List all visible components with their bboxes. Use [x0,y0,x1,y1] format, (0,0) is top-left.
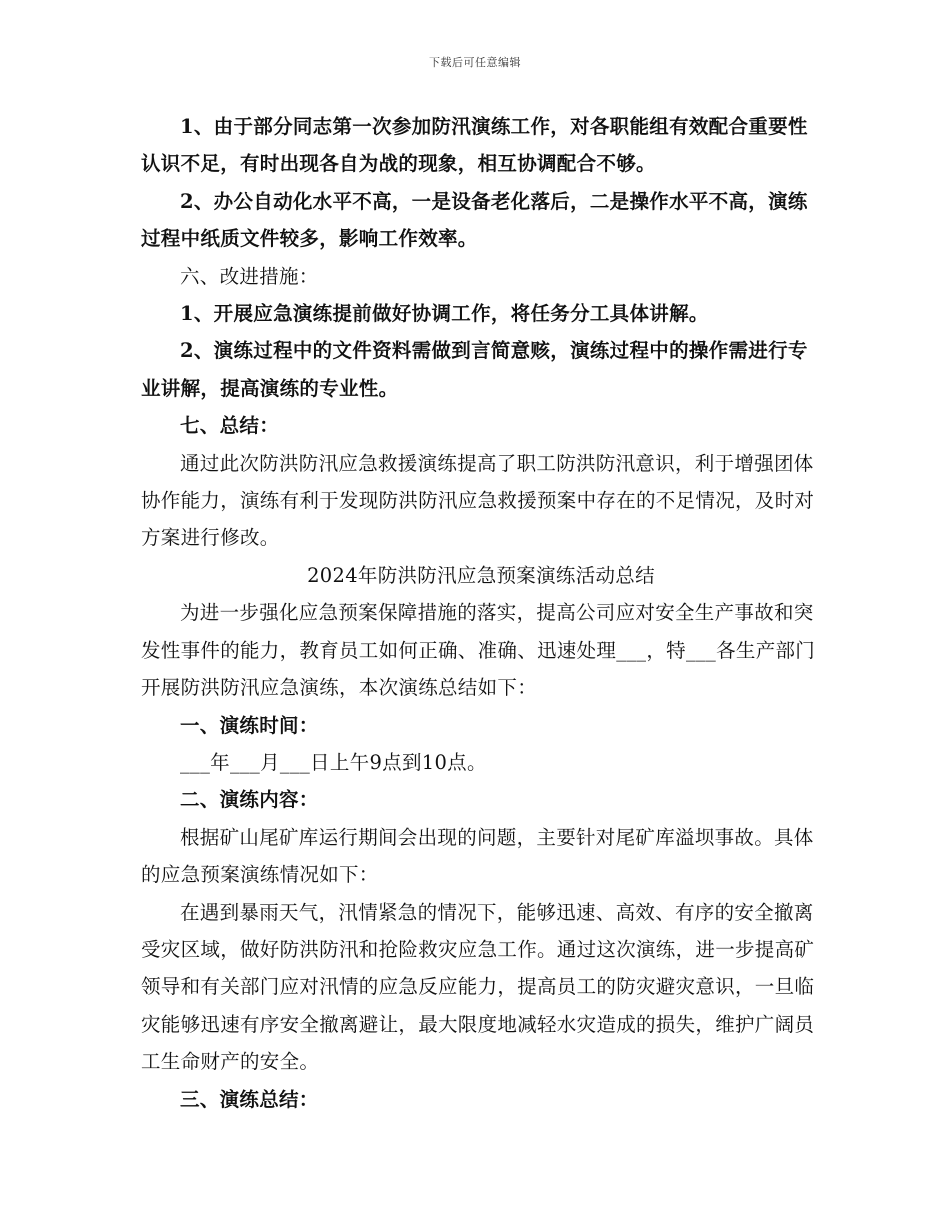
page-header: 下载后可任意编辑 [429,56,521,69]
paragraph-improvement-2: 2、演练过程中的文件资料需做到言简意赅，演练过程中的操作需进行专业讲解，提高演练的专业性。 [141,339,808,400]
paragraph-summary: 通过此次防洪防汛应急救援演练提高了职工防洪防汛意识，利于增强团体协作能力，演练有利于发现防洪防汛应急救援预案中存在的不足情况，及时对方案进行修改。 [141,451,815,550]
paragraph-intro: 为进一步强化应急预案保障措施的落实，提高公司应对安全生产事故和突发性事件的能力，教育员工如何正确、准确、迅速处理___，特___各生产部门开展防洪防汛应急演练，本次演练总结如下： [141,601,816,700]
paragraph-drill-details: 在遇到暴雨天气，汛情紧急的情况下，能够迅速、高效、有序的安全撤离受灾区域，做好防洪防汛和抢险救灾应急工作。通过这次演练，进一步提高矿领导和有关部门应对汛情的应急反应能力，提高员工的防灾避灾意识，一旦临灾能够迅速有序安全撤离避让，最大限度地减轻水灾造成的损失，维护广阔员工生命财产的安全。 [141,900,815,1074]
heading-drill-time: 一、演练时间： [180,713,319,737]
heading-drill-content: 二、演练内容： [180,788,319,812]
heading-improvements: 六、改进措施： [180,264,319,288]
paragraph-issue-1: 1、由于部分同志第一次参加防汛演练工作，对各职能组有效配合重要性认识不足，有时出现各自为战的现象，相互协调配合不够。 [141,115,808,176]
section-title: 2024年防洪防汛应急预案演练活动总结 [307,563,655,587]
paragraph-improvement-1: 1、开展应急演练提前做好协调工作，将任务分工具体讲解。 [180,302,709,326]
document-body [141,108,821,1118]
paragraph-drill-content: 根据矿山尾矿库运行期间会出现的问题，主要针对尾矿库溢坝事故。具体的应急预案演练情况如下： [141,825,814,887]
heading-summary: 七、总结： [180,414,280,438]
paragraph-drill-time: ___年___月___日上午9点到10点。 [180,750,487,774]
heading-drill-summary: 三、演练总结： [180,1087,319,1111]
paragraph-issue-2: 2、办公自动化水平不高，一是设备老化落后，二是操作水平不高，演练过程中纸质文件较多，影响工作效率。 [141,189,808,251]
